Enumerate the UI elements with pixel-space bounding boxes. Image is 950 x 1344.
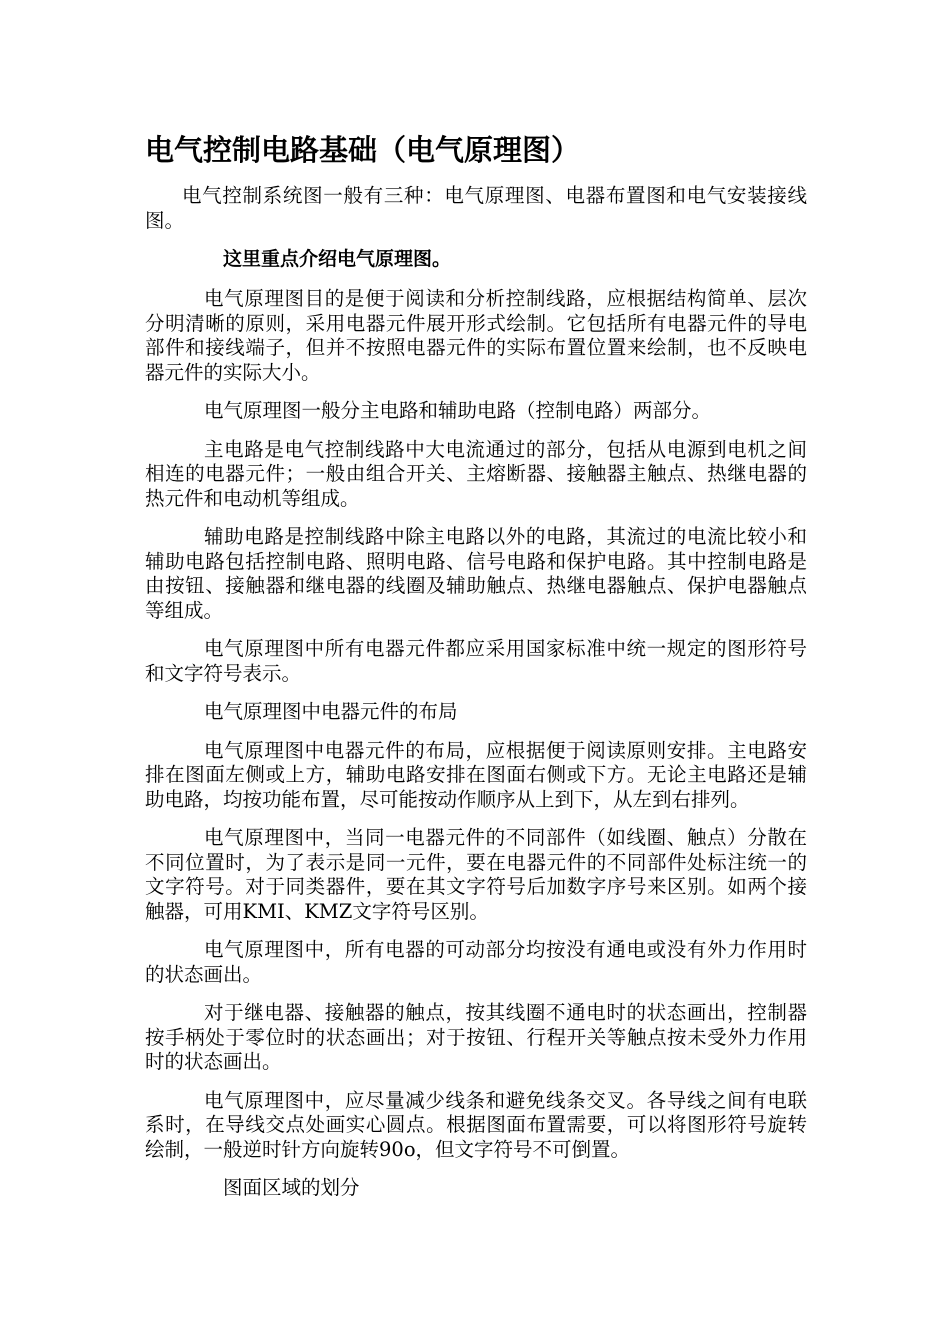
paragraph-parts: 电气原理图一般分主电路和辅助电路（控制电路）两部分。 <box>204 399 712 422</box>
document-title: 电气控制电路基础（电气原理图） <box>145 133 581 167</box>
paragraph-labeling: 电气原理图中，当同一电器元件的不同部件（如线圈、触点）分散在不同位置时，为了表示是同一元件，要在电器元件的不同部件处标注统一的文字符号。对于同类器件，要在其文字符号后加数字序号来区别。如两个接触器，可用KMI、KMZ文字符号区别。 <box>145 826 807 923</box>
paragraph-layout: 电气原理图中电器元件的布局，应根据便于阅读原则安排。主电路安排在图面左侧或上方，辅助电路安排在图面右侧或下方。无论主电路还是辅助电路，均按功能布置，尽可能按动作顺序从上到下，从左到右排列。 <box>145 738 807 811</box>
layout-heading: 电气原理图中电器元件的布局 <box>204 700 458 723</box>
area-heading: 图面区域的划分 <box>223 1176 360 1199</box>
paragraph-lines: 电气原理图中，应尽量减少线条和避免线条交叉。各导线之间有电联系时，在导线交点处画实心圆点。根据图面布置需要，可以将图形符号旋转绘制，一般逆时针方向旋转90o，但文字符号不可倒置。 <box>145 1088 807 1161</box>
paragraph-auxiliary-circuit: 辅助电路是控制线路中除主电路以外的电路，其流过的电流比较小和辅助电路包括控制电路、照明电路、信号电路和保护电路。其中控制电路是由按钮、接触器和继电器的线圈及辅助触点、热继电器触点、保护电器触点等组成。 <box>145 525 807 622</box>
focus-heading: 这里重点介绍电气原理图。 <box>223 248 452 270</box>
document-page <box>145 128 807 1215</box>
paragraph-default-state: 电气原理图中，所有电器的可动部分均按没有通电或没有外力作用时的状态画出。 <box>145 938 807 986</box>
paragraph-purpose: 电气原理图目的是便于阅读和分析控制线路，应根据结构简单、层次分明清晰的原则，采用电器元件展开形式绘制。它包括所有电器元件的导电部件和接线端子，但并不按照电器元件的实际布置位置来绘制，也不反映电器元件的实际大小。 <box>145 287 807 384</box>
paragraph-main-circuit: 主电路是电气控制线路中大电流通过的部分，包括从电源到电机之间相连的电器元件；一般由组合开关、主熔断器、接触器主触点、热继电器的热元件和电动机等组成。 <box>145 437 807 510</box>
paragraph-symbols: 电气原理图中所有电器元件都应采用国家标准中统一规定的图形符号和文字符号表示。 <box>145 637 807 685</box>
intro-paragraph: 电气控制系统图一般有三种：电气原理图、电器布置图和电气安装接线图。 <box>145 184 807 232</box>
paragraph-contacts: 对于继电器、接触器的触点，按其线圈不通电时的状态画出，控制器按手柄处于零位时的状态画出；对于按钮、行程开关等触点按未受外力作用时的状态画出。 <box>145 1001 807 1073</box>
